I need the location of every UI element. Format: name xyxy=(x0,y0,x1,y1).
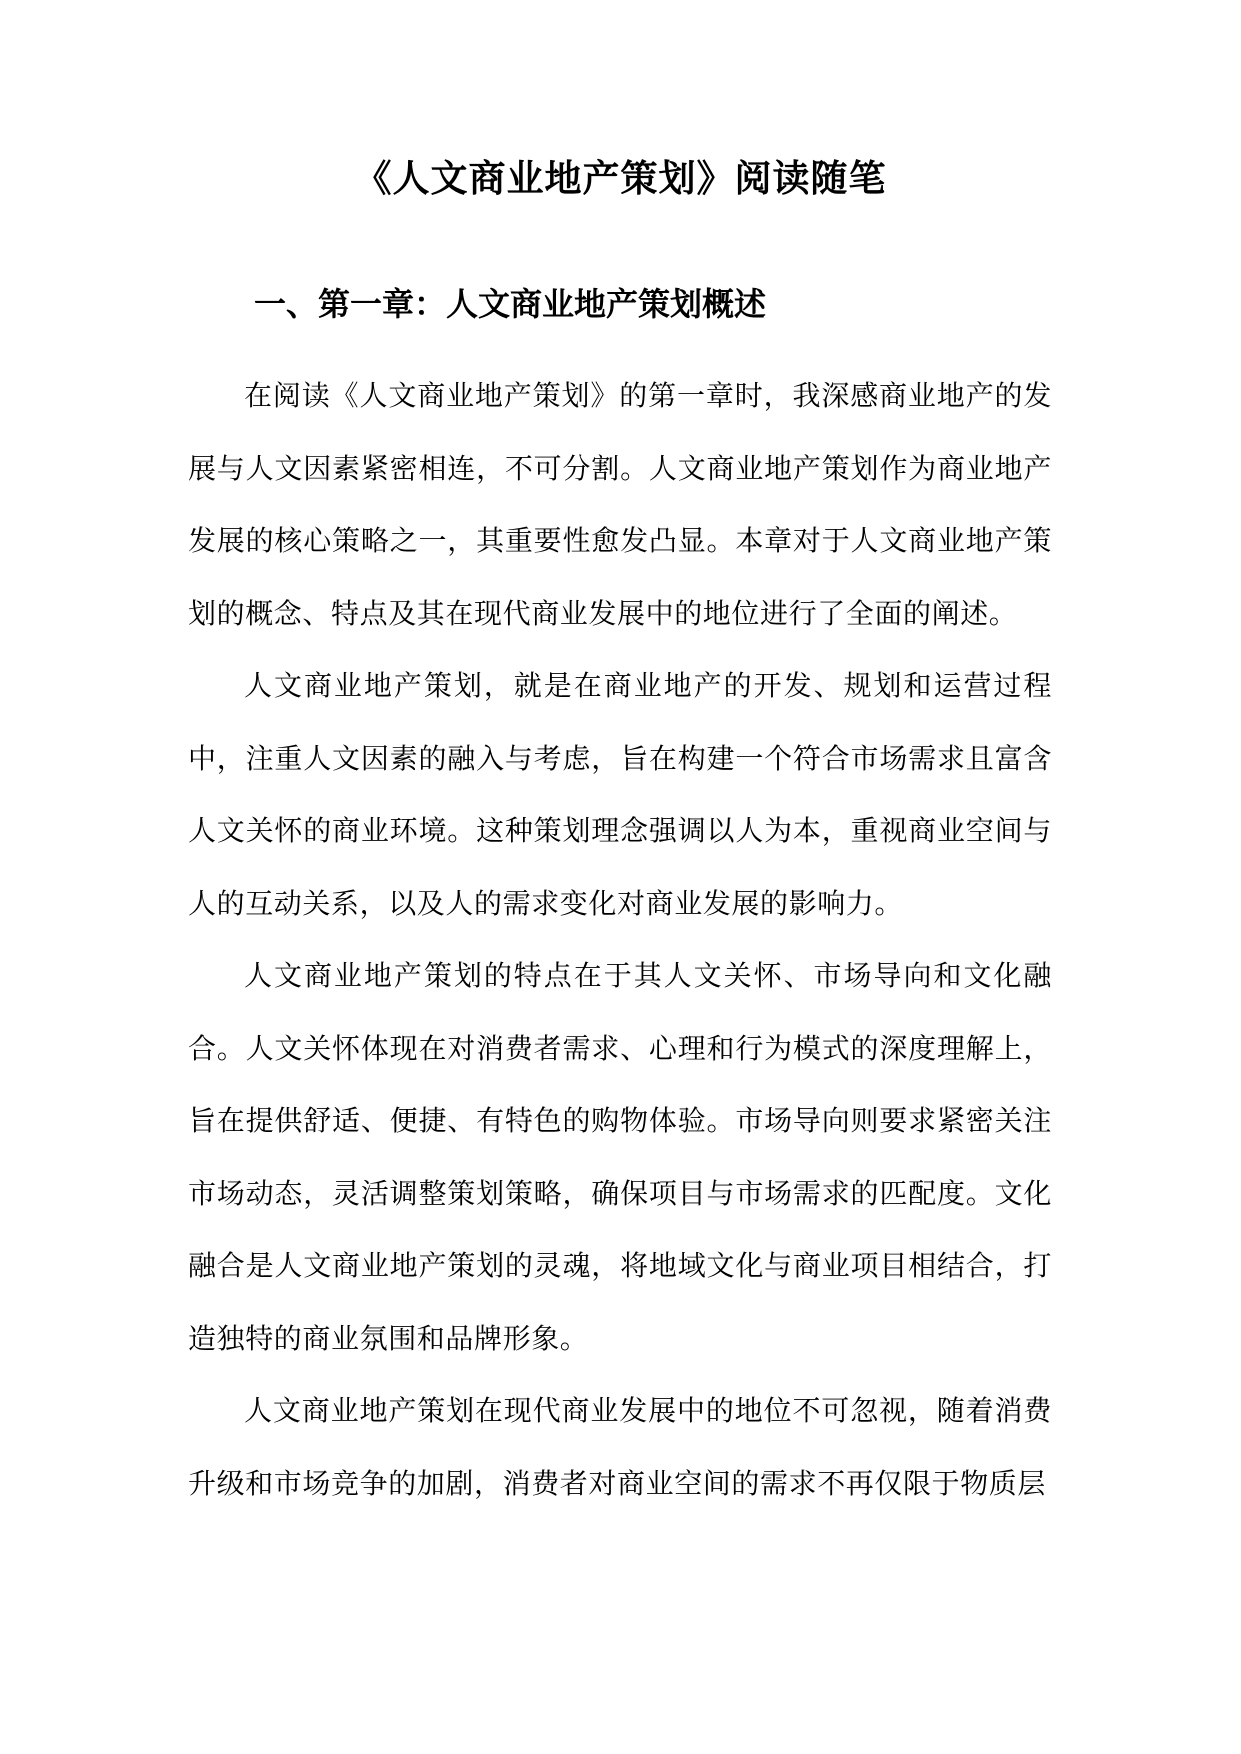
document-title: 《人文商业地产策划》阅读随笔 xyxy=(354,156,887,200)
paragraph: 在阅读《人文商业地产策划》的第一章时，我深感商业地产的发展与人文因素紧密相连，不可分割。人文商业地产策划作为商业地产发展的核心策略之一，其重要性愈发凸显。本章对于人文商业地产策划的概念、特点及其在现代商业发展中的地位进行了全面的阐述。 xyxy=(188,379,1052,630)
section-heading: 一、第一章：人文商业地产策划概述 xyxy=(254,285,767,323)
body-text xyxy=(188,360,1052,1520)
paragraph: 人文商业地产策划在现代商业发展中的地位不可忽视，随着消费升级和市场竞争的加剧，消费者对商业空间的需求不再仅限于物质层 xyxy=(188,1394,1052,1500)
paragraph: 人文商业地产策划，就是在商业地产的开发、规划和运营过程中，注重人文因素的融入与考虑，旨在构建一个符合市场需求且富含人文关怀的商业环境。这种策划理念强调以人为本，重视商业空间与人的互动关系，以及人的需求变化对商业发展的影响力。 xyxy=(188,669,1052,920)
paragraph: 人文商业地产策划的特点在于其人文关怀、市场导向和文化融合。人文关怀体现在对消费者需求、心理和行为模式的深度理解上，旨在提供舒适、便捷、有特色的购物体验。市场导向则要求紧密关注市场动态，灵活调整策划策略，确保项目与市场需求的匹配度。文化融合是人文商业地产策划的灵魂，将地域文化与商业项目相结合，打造独特的商业氛围和品牌形象。 xyxy=(188,959,1052,1355)
